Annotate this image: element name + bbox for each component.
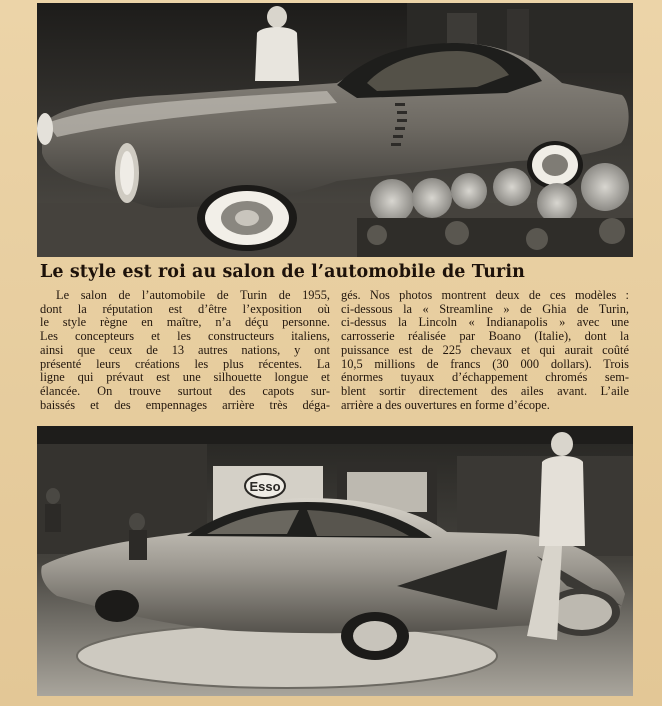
text-line: énormes tuyaux d’échappement chromés sem-: [341, 370, 629, 385]
text-line: arrière a des ouvertures en forme d’écope.: [341, 397, 550, 412]
photo-ghia-streamline: [37, 426, 633, 696]
esso-sign-text: Esso: [249, 479, 281, 494]
photo-ghia-illustration: [37, 426, 633, 696]
text-line: baissés et des empennages arrière très déga-: [40, 397, 330, 412]
article-headline: Le style est roi au salon de l’automobile de Turin: [40, 262, 525, 282]
text-line: élancée. On trouve surtout des capots sur-: [40, 383, 330, 398]
text-line: 10,5 millions de francs (30 000 dollars). Trois: [341, 356, 629, 371]
photo-lincoln-indianapolis: [37, 3, 633, 257]
text-line: ci-dessus la Lincoln « Indianapolis » avec une: [341, 315, 629, 330]
text-line: ligne qui prévaut est une silhouette longue et: [40, 370, 330, 385]
text-line: gés. Nos photos montrent deux de ces modèles :: [341, 288, 629, 302]
text-line: dont la réputation est d’être l’exposition où: [40, 301, 330, 316]
text-line: Le salon de l’automobile de Turin de 1955,: [56, 288, 330, 302]
text-line: puissance est de 225 chevaux et qui aurait coûté: [341, 342, 629, 357]
article-column-left: [40, 289, 330, 412]
text-line: ci-dessous la « Streamline » de Ghia de Turin,: [341, 301, 629, 316]
article-column-right: [341, 289, 629, 412]
text-line: présenté leurs créations les plus récentes. La: [40, 356, 330, 371]
text-line: Les concepteurs et les constructeurs italiens,: [40, 329, 330, 344]
text-line: blent sortir directement des ailes avant. L’aile: [341, 383, 629, 398]
text-line: le style règne en maître, n’a déçu personne.: [40, 315, 330, 330]
text-line: ainsi que ceux de 13 autres nations, y ont: [40, 342, 330, 357]
text-line: carrosserie réalisée par Boano (Italie), dont la: [341, 329, 629, 344]
photo-lincoln-illustration: [37, 3, 633, 257]
